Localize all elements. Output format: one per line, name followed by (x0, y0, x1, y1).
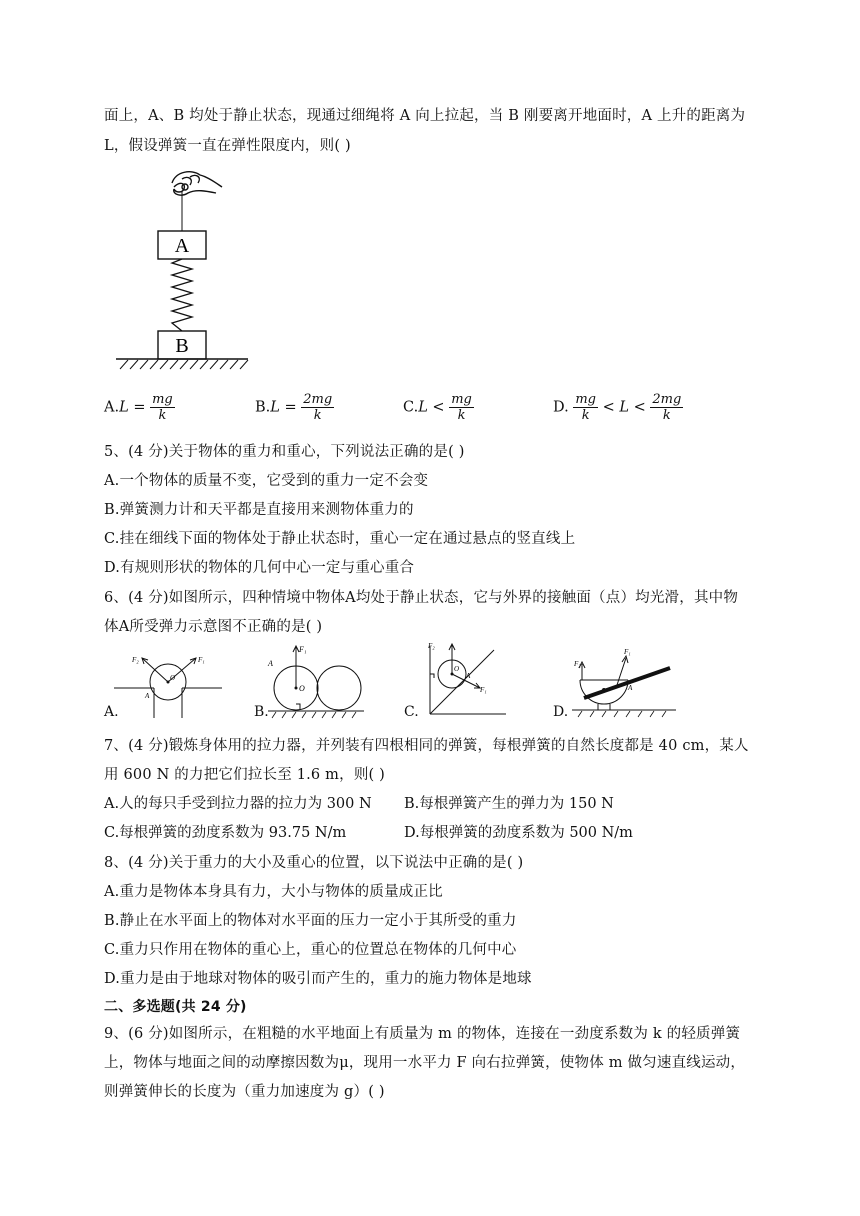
svg-text:F₂: F₂ (132, 656, 139, 664)
q5-option-b[interactable]: B.弹簧测力计和天平都是直接用来测物体重力的 (104, 502, 414, 518)
q8-option-b[interactable]: B.静止在水平面上的物体对水平面的压力一定小于其所受的重力 (104, 913, 517, 929)
q7-option-c[interactable]: C.每根弹簧的劲度系数为 93.75 N/m (104, 825, 347, 841)
svg-text:F₁: F₁ (299, 645, 307, 654)
q9-line3: 则弹簧伸长的长度为（重力加速度为 g）( ) (104, 1084, 385, 1100)
q4-option-c[interactable]: C.L < $\frac{mg}{k}$ (403, 392, 472, 423)
q7-option-d[interactable]: D.每根弹簧的劲度系数为 500 N/m (404, 825, 633, 841)
q7-stem-line1: 7、(4 分)锻炼身体用的拉力器，并列装有四根相同的弹簧，每根弹簧的自然长度都是 40 cm，某人 (104, 738, 749, 754)
q7-stem-line2: 用 600 N 的力把它们拉长至 1.6 m，则( ) (104, 767, 386, 783)
q4-option-b[interactable]: B.L = $\frac{2mg}{k}$ (255, 392, 333, 423)
q4-text-line1: 面上，A、B 均处于静止状态，现通过细绳将 A 向上拉起，当 B 刚要离开地面时，A 上升的距离为 (104, 108, 746, 124)
q7-option-b[interactable]: B.每根弹簧产生的弹力为 150 N (404, 796, 614, 812)
svg-text:F₁: F₁ (198, 656, 205, 664)
q6-figure-a (112, 648, 224, 722)
q9-line2: 上，物体与地面之间的动摩擦因数为μ，现用一水平力 F 向右拉弹簧，使物体 m 做匀速直线运动， (104, 1055, 746, 1071)
hand-icon (172, 172, 222, 195)
q6-label-c[interactable]: C. (404, 704, 419, 720)
q6-stem-line1: 6、(4 分)如图所示，四种情境中物体A均处于静止状态，它与外界的接触面（点）均光滑，其中物 (104, 590, 739, 606)
q6-label-d[interactable]: D. (553, 704, 569, 720)
q6-figure-b (266, 640, 366, 724)
svg-text:F₂: F₂ (574, 660, 581, 668)
q4-spring-blocks-figure (112, 165, 252, 375)
q6-figure-c (418, 640, 518, 720)
svg-text:O: O (454, 665, 460, 673)
q4-option-a[interactable]: A.L = $\frac{mg}{k}$ (104, 392, 173, 423)
q6-label-b[interactable]: B. (254, 704, 269, 720)
svg-text:O: O (170, 674, 176, 682)
q8-option-d[interactable]: D.重力是由于地球对物体的吸引而产生的，重力的施力物体是地球 (104, 971, 532, 987)
q6-stem-line2: 体A所受弹力示意图不正确的是( ) (104, 619, 323, 635)
section-title-multiple-choice: 二、多选题(共 24 分) (104, 999, 247, 1015)
fraction: $\frac{2mg}{k}$ (303, 392, 333, 423)
svg-text:A: A (628, 684, 633, 692)
rod (584, 668, 670, 698)
q4-option-d[interactable]: D. $\frac{mg}{k}$ < L < $\frac{2mg}{k}$ (553, 392, 682, 423)
svg-text:F₂: F₂ (428, 642, 435, 650)
fraction: $\frac{mg}{k}$ (575, 392, 596, 423)
svg-text:A: A (145, 692, 150, 700)
q5-option-d[interactable]: D.有规则形状的物体的几何中心一定与重心重合 (104, 560, 415, 576)
q6-figure-d (568, 640, 678, 720)
block-b-label: B (175, 335, 189, 357)
q8-stem: 8、(4 分)关于重力的大小及重心的位置，以下说法中正确的是( ) (104, 855, 524, 871)
fraction: $\frac{mg}{k}$ (152, 392, 173, 423)
svg-text:F₁: F₁ (624, 648, 631, 656)
q8-option-c[interactable]: C.重力只作用在物体的重心上，重心的位置总在物体的几何中心 (104, 942, 517, 958)
q7-option-a[interactable]: A.人的每只手受到拉力器的拉力为 300 N (104, 796, 372, 812)
svg-text:A: A (466, 672, 471, 680)
svg-text:F₁: F₁ (480, 686, 487, 694)
spring (172, 259, 192, 331)
fraction: $\frac{2mg}{k}$ (652, 392, 682, 423)
q9-line1: 9、(6 分)如图所示，在粗糙的水平地面上有质量为 m 的物体，连接在一劲度系数为 k 的轻质弹簧 (104, 1026, 741, 1042)
q8-option-a[interactable]: A.重力是物体本身具有力，大小与物体的质量成正比 (104, 884, 443, 900)
svg-text:A: A (268, 659, 273, 668)
q5-option-c[interactable]: C.挂在细线下面的物体处于静止状态时，重心一定在通过悬点的竖直线上 (104, 531, 576, 547)
block-a-label: A (174, 235, 190, 257)
q6-label-a[interactable]: A. (104, 704, 119, 720)
svg-text:O: O (299, 684, 305, 693)
q5-stem: 5、(4 分)关于物体的重力和重心，下列说法正确的是( ) (104, 444, 465, 460)
q5-option-a[interactable]: A.一个物体的质量不变，它受到的重力一定不会变 (104, 473, 429, 489)
fraction: $\frac{mg}{k}$ (451, 392, 472, 423)
q4-text-line2: L，假设弹簧一直在弹性限度内，则( ) (104, 138, 351, 154)
